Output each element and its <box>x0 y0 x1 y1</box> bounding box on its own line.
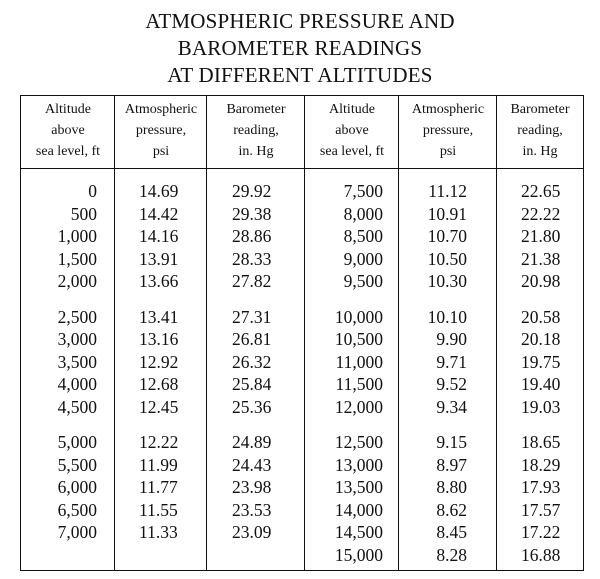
pressure-cell: 8.28 <box>436 544 467 565</box>
barometer-cell: 26.81 <box>232 329 272 349</box>
altitude-cell: 0 <box>88 181 97 201</box>
column-header <box>497 99 583 162</box>
barometer-cell: 19.03 <box>521 396 561 417</box>
group-spacer <box>405 293 467 306</box>
data-column <box>25 180 97 544</box>
column-divider <box>496 96 497 570</box>
altitude-cell: 7,000 <box>57 522 97 542</box>
barometer-cell: 23.53 <box>232 499 272 520</box>
barometer-cell: 27.31 <box>232 306 272 327</box>
pressure-cell: 8.80 <box>436 477 467 497</box>
pressure-cell: 11.12 <box>428 181 467 201</box>
group-spacer <box>232 293 282 306</box>
altitude-cell: 10,000 <box>334 306 383 327</box>
barometer-cell: 24.89 <box>232 432 272 452</box>
altitude-cell: 11,000 <box>335 351 383 372</box>
barometer-cell: 20.98 <box>521 271 561 291</box>
column-header-line: Atmospheric <box>411 102 485 117</box>
barometer-cell: 26.32 <box>232 351 272 372</box>
barometer-cell: 25.84 <box>232 374 272 394</box>
altitude-cell: 9,500 <box>343 271 383 291</box>
barometer-cell: 25.36 <box>232 396 272 417</box>
column-header-line: psi <box>152 144 170 159</box>
altitude-cell: 10,500 <box>334 329 383 349</box>
document-title <box>0 8 600 89</box>
altitude-cell: 2,500 <box>57 306 97 327</box>
altitude-cell: 5,500 <box>57 454 97 475</box>
altitude-cell: 6,000 <box>57 477 97 497</box>
barometer-cell: 29.92 <box>232 181 272 201</box>
barometer-cell: 28.86 <box>232 226 272 246</box>
barometer-cell: 21.80 <box>521 226 561 246</box>
pressure-cell: 10.30 <box>427 271 467 291</box>
title-line-2: BAROMETER READINGS <box>177 36 423 60</box>
altitude-cell: 13,000 <box>334 454 383 475</box>
data-column <box>521 180 571 566</box>
pressure-cell: 10.70 <box>427 226 467 246</box>
barometer-cell: 21.38 <box>521 248 561 269</box>
column-header-line: Atmospheric <box>124 102 198 117</box>
pressure-cell: 10.91 <box>427 203 467 224</box>
column-header-line: Altitude <box>45 102 91 117</box>
altitude-cell: 5,000 <box>57 432 97 452</box>
header-divider <box>21 168 583 169</box>
pressure-cell: 9.52 <box>436 374 467 394</box>
barometer-cell: 23.09 <box>232 522 272 542</box>
group-spacer <box>521 293 571 306</box>
column-header-line: above <box>335 123 369 138</box>
column-header-line: reading, <box>517 123 563 138</box>
barometer-cell: 22.65 <box>521 181 561 201</box>
column-header <box>399 99 497 162</box>
column-header <box>21 99 115 162</box>
altitude-cell: 14,500 <box>334 522 383 542</box>
altitude-cell: 8,500 <box>343 226 383 246</box>
altitude-cell: 14,000 <box>334 499 383 520</box>
altitude-cell: 3,500 <box>57 351 97 372</box>
column-header-line: Barometer <box>510 102 570 117</box>
pressure-cell: 9.90 <box>436 329 467 349</box>
title-line-3: AT DIFFERENT ALTITUDES <box>167 63 433 87</box>
altitude-cell: 11,500 <box>335 374 383 394</box>
barometer-cell: 23.98 <box>232 477 272 497</box>
pressure-cell: 8.45 <box>436 522 467 542</box>
pressure-cell: 13.41 <box>139 306 179 327</box>
group-spacer <box>405 418 467 431</box>
barometer-cell: 29.38 <box>232 203 272 224</box>
column-header-line: pressure, <box>135 123 187 138</box>
column-header <box>207 99 305 162</box>
group-spacer <box>139 293 187 306</box>
column-header-line: psi <box>439 144 457 159</box>
column-header-line: reading, <box>233 123 279 138</box>
column-header-line: sea level, ft <box>35 144 101 159</box>
pressure-cell: 12.92 <box>139 351 179 372</box>
altitude-cell: 1,500 <box>57 248 97 269</box>
column-header-line: in. Hg <box>522 144 558 159</box>
pressure-table <box>20 95 584 571</box>
pressure-cell: 10.10 <box>427 306 467 327</box>
barometer-cell: 24.43 <box>232 454 272 475</box>
pressure-cell: 13.16 <box>139 329 179 349</box>
barometer-cell: 16.88 <box>521 544 561 565</box>
group-spacer <box>521 418 571 431</box>
column-header-line: sea level, ft <box>319 144 385 159</box>
pressure-cell: 11.99 <box>139 454 178 475</box>
altitude-cell: 4,000 <box>57 374 97 394</box>
pressure-cell: 11.33 <box>139 522 178 542</box>
pressure-cell: 12.68 <box>139 374 179 394</box>
column-header <box>305 99 399 162</box>
column-header-line: above <box>51 123 85 138</box>
group-spacer <box>139 418 187 431</box>
barometer-cell: 17.22 <box>521 522 561 542</box>
pressure-cell: 12.22 <box>139 432 179 452</box>
altitude-cell: 6,500 <box>57 499 97 520</box>
barometer-cell: 19.75 <box>521 351 561 372</box>
data-column <box>405 180 467 566</box>
data-column <box>139 180 187 544</box>
pressure-cell: 9.71 <box>436 351 467 372</box>
pressure-cell: 13.91 <box>139 248 179 269</box>
pressure-cell: 8.62 <box>436 499 467 520</box>
column-header-line: pressure, <box>422 123 474 138</box>
altitude-cell: 9,000 <box>343 248 383 269</box>
column-divider <box>304 96 305 570</box>
column-header <box>115 99 207 162</box>
column-divider <box>206 96 207 570</box>
pressure-cell: 14.69 <box>139 181 179 201</box>
altitude-cell: 7,500 <box>343 181 383 201</box>
barometer-cell: 20.58 <box>521 306 561 327</box>
altitude-cell: 13,500 <box>334 477 383 497</box>
data-column <box>232 180 282 544</box>
pressure-cell: 8.97 <box>436 454 467 475</box>
group-spacer <box>25 418 97 431</box>
altitude-cell: 4,500 <box>57 396 97 417</box>
barometer-cell: 19.40 <box>521 374 561 394</box>
pressure-cell: 12.45 <box>139 396 179 417</box>
altitude-cell: 2,000 <box>57 271 97 291</box>
pressure-cell: 9.34 <box>436 396 467 417</box>
altitude-cell: 500 <box>70 203 97 224</box>
barometer-cell: 28.33 <box>232 248 272 269</box>
pressure-cell: 11.55 <box>139 499 178 520</box>
pressure-cell: 14.42 <box>139 203 179 224</box>
pressure-cell: 14.16 <box>139 226 179 246</box>
group-spacer <box>307 293 383 306</box>
barometer-cell: 17.57 <box>521 499 561 520</box>
altitude-cell: 8,000 <box>343 203 383 224</box>
column-divider <box>398 96 399 570</box>
altitude-cell: 12,000 <box>334 396 383 417</box>
data-column <box>307 180 383 566</box>
column-header-line: Altitude <box>329 102 375 117</box>
group-spacer <box>307 418 383 431</box>
barometer-cell: 20.18 <box>521 329 561 349</box>
column-divider <box>114 96 115 570</box>
group-spacer <box>232 418 282 431</box>
title-line-1: ATMOSPHERIC PRESSURE AND <box>145 9 455 33</box>
barometer-cell: 18.65 <box>521 432 561 452</box>
pressure-cell: 9.15 <box>436 432 467 452</box>
column-header-line: in. Hg <box>238 144 274 159</box>
altitude-cell: 1,000 <box>57 226 97 246</box>
altitude-cell: 15,000 <box>334 544 383 565</box>
pressure-cell: 10.50 <box>427 248 467 269</box>
altitude-cell: 12,500 <box>334 432 383 452</box>
barometer-cell: 18.29 <box>521 454 561 475</box>
barometer-cell: 27.82 <box>232 271 272 291</box>
pressure-cell: 11.77 <box>139 477 178 497</box>
altitude-cell: 3,000 <box>57 329 97 349</box>
pressure-cell: 13.66 <box>139 271 179 291</box>
barometer-cell: 17.93 <box>521 477 561 497</box>
barometer-cell: 22.22 <box>521 203 561 224</box>
group-spacer <box>25 293 97 306</box>
column-header-line: Barometer <box>226 102 286 117</box>
